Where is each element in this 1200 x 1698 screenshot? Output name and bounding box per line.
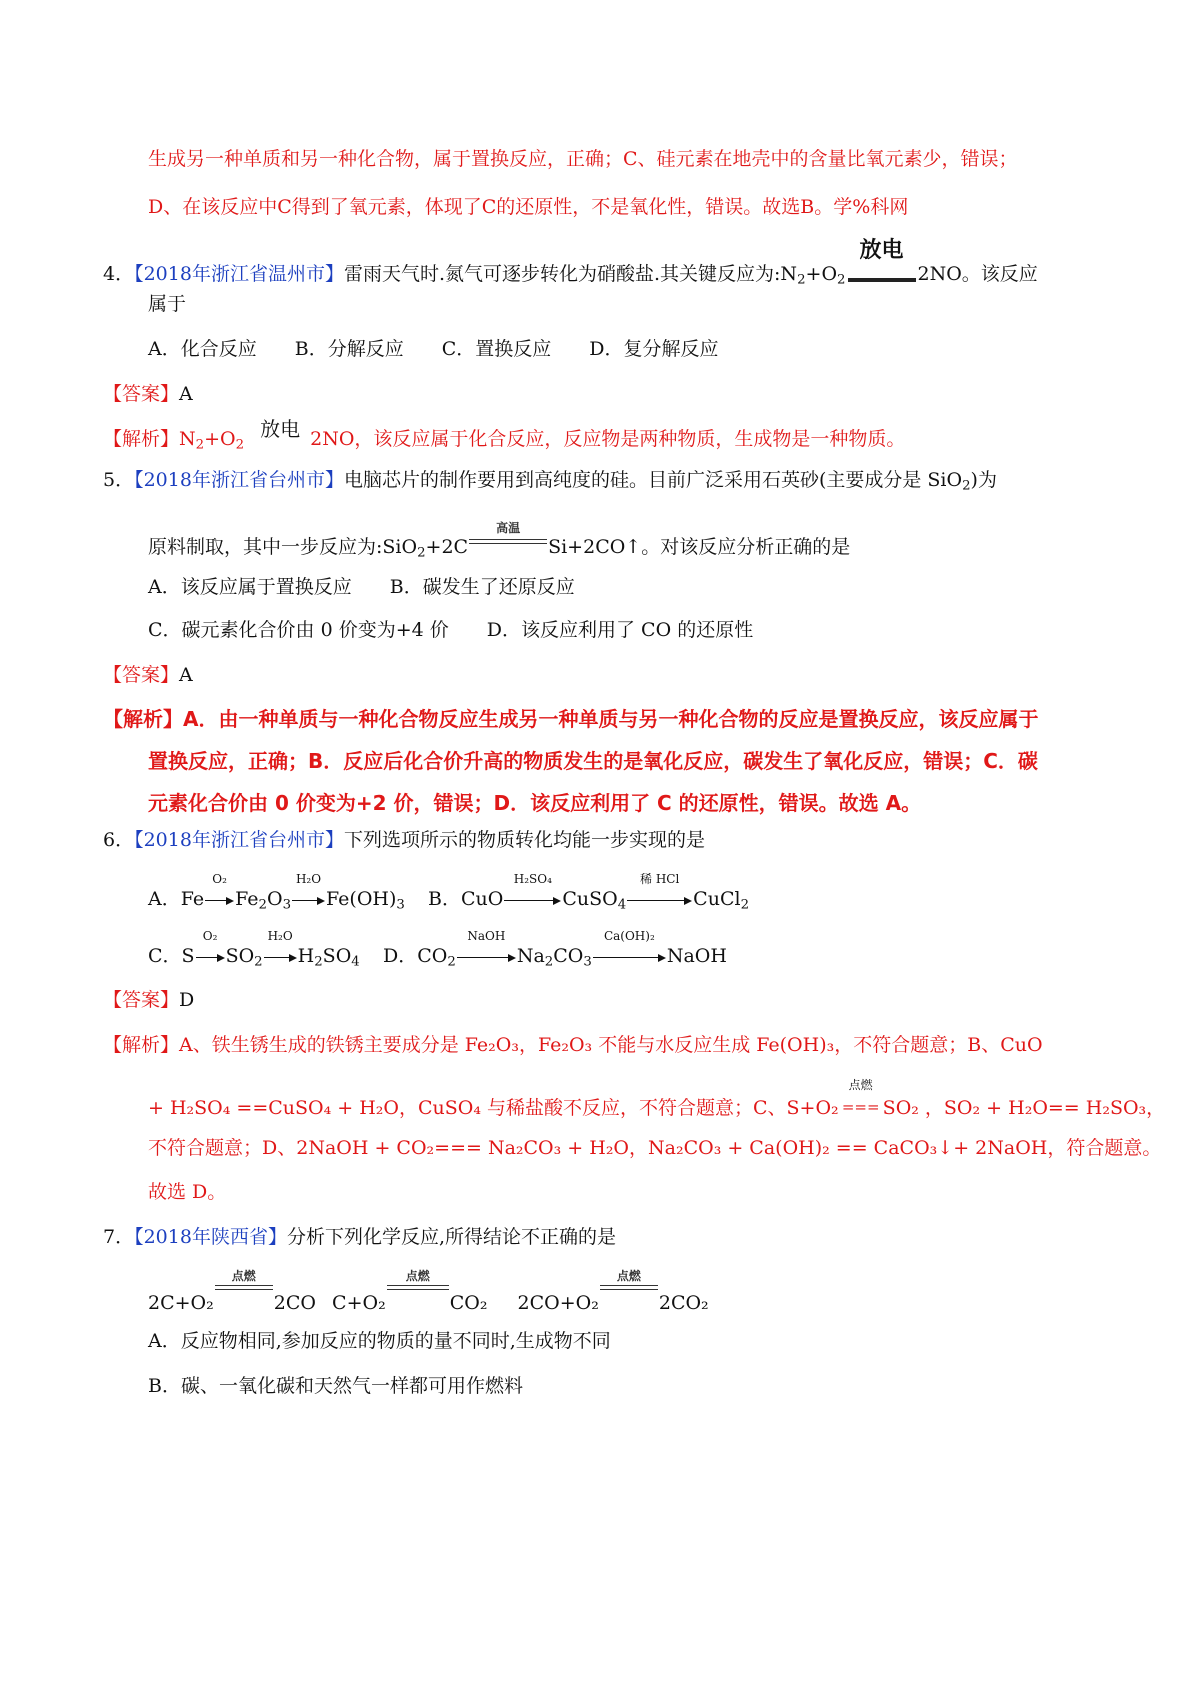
question-6-analysis-line1: 【解析】A、铁生锈生成的铁锈主要成分是 Fe₂O₃，Fe₂O₃ 不能与水反应生成 Fe(OH)₃，不符合题意；B、CuO (103, 1034, 1043, 1056)
option-b: B．分解反应 (294, 338, 404, 360)
reaction-condition: 点燃 (387, 1293, 449, 1315)
answer-value: A (179, 664, 193, 686)
solution-line-2: D、在该反应中C得到了氧元素，体现了C的还原性，不是氧化性，错误。故选B。学%科网 (148, 196, 909, 218)
solution-line-1: 生成另一种单质和另一种化合物，属于置换反应，正确；C、硅元素在地壳中的含量比氧元素少，错误； (148, 148, 1018, 170)
reaction-arrow: O₂ (196, 946, 225, 969)
option-d: D．该反应利用了 CO 的还原性 (486, 619, 754, 641)
question-5-options-row2 (148, 619, 753, 642)
question-text: 电脑芯片的制作要用到高纯度的硅。目前广泛采用石英砂(主要成分是 SiO (343, 469, 963, 491)
reaction-arrow: H₂O (264, 946, 297, 969)
option-c: C．碳元素化合价由 0 价变为+4 价 (148, 619, 449, 641)
question-4-options (148, 338, 718, 361)
analysis-condition: 放电 (260, 416, 301, 441)
question-text: 下列选项所示的物质转化均能一步实现的是 (343, 829, 705, 851)
reaction-3-right: 2CO₂ (658, 1292, 709, 1314)
question-6-analysis-line2: + H₂SO₄ ==CuSO₄ + H₂O，CuSO₄ 与稀盐酸不反应，不符合题意；C、S+O₂ 点燃 === SO₂ ，SO₂ + H₂O== H₂SO₃， (148, 1077, 1166, 1119)
question-6-option-a: A．Fe O₂ $Fe_2O_3$ H₂O $Fe(OH)_3$ (148, 871, 405, 913)
answer-label: 【答案】 (103, 664, 180, 686)
question-number: 5． (103, 469, 135, 491)
question-5-answer (103, 664, 193, 687)
question-5-analysis-line3: 元素化合价由 0 价变为+2 价，错误；D．该反应利用了 C 的还原性，错误。故选 A。 (148, 791, 922, 815)
reaction-1-right: 2CO (273, 1292, 316, 1314)
question-5-analysis-line2: 置换反应，正确；B．反应后化合价升高的物质发生的是氧化反应，碳发生了氧化反应，错误；C．碳 (148, 749, 1038, 773)
answer-label: 【答案】 (103, 989, 180, 1011)
answer-label: 【答案】 (103, 383, 180, 405)
reaction-arrow: H₂O (292, 889, 325, 912)
question-number: 6． (103, 829, 135, 851)
reaction-arrow: 稀 HCl (627, 889, 692, 912)
reaction-3-left: 2CO+O₂ (517, 1292, 599, 1314)
reaction-1-left: 2C+O₂ (148, 1292, 214, 1314)
question-7-stem (103, 1226, 616, 1249)
question-text-tail: 2NO。该反应 (917, 263, 1038, 285)
question-source: 【2018年浙江省台州市】 (134, 829, 344, 851)
reaction-arrow: H₂SO₄ (504, 889, 561, 912)
question-6-stem (103, 829, 705, 852)
reaction-condition: 放电 (848, 264, 916, 286)
question-4-stem-line2: 属于 (148, 293, 187, 315)
question-5-options-row1 (148, 576, 575, 599)
answer-value: A (179, 383, 193, 405)
question-text: 分析下列化学反应,所得结论不正确的是 (286, 1226, 616, 1248)
question-4-stem: 4．【2018年浙江省温州市】雷雨天气时.氮气可逐步转化为硝酸盐.其关键反应为$:N_2+O_2$ 放电 2NO。该反应 (103, 237, 1038, 288)
answer-value: D (179, 989, 195, 1011)
reaction-condition: 高温 (469, 537, 547, 559)
question-4-answer (103, 383, 193, 406)
reaction-condition: 点燃 (600, 1293, 658, 1315)
question-5-analysis-line1: 【解析】A．由一种单质与一种化合物反应生成另一种单质与另一种化合物的反应是置换反应，该反应属于 (103, 707, 1039, 731)
question-source: 【2018年陕西省】 (134, 1226, 287, 1248)
analysis-label: 【解析】 (103, 428, 180, 450)
option-d: D．复分解反应 (589, 338, 719, 360)
analysis-label: 【解析】 (103, 1034, 180, 1056)
question-7-reactions (148, 1268, 709, 1315)
question-source: 【2018年浙江省台州市】 (134, 469, 344, 491)
option-a: A．该反应属于置换反应 (148, 576, 352, 598)
question-source: 【2018年浙江省温州市】 (134, 263, 344, 285)
question-5-stem-line2: 原料制取，其中一步反应为:SiO$_2$+2C 高温 Si+2CO↑。对该反应分析正确的是 (148, 520, 851, 561)
question-6-answer (103, 989, 194, 1012)
question-6-option-c: C．S O₂ $SO_2$ H₂O $H_2SO_4$ (148, 928, 360, 970)
option-a: A．化合反应 (148, 338, 257, 360)
analysis-text: 2NO，该反应属于化合反应，反应物是两种物质，生成物是一种物质。 (310, 428, 906, 450)
question-6-analysis-line4: 故选 D。 (148, 1181, 227, 1203)
reaction-condition: 点燃 (215, 1293, 273, 1315)
question-number: 7． (103, 1226, 135, 1248)
reaction-arrow: NaOH (457, 946, 516, 969)
question-7-option-b: B．碳、一氧化碳和天然气一样都可用作燃料 (148, 1375, 523, 1397)
question-number: 4． (103, 263, 135, 285)
analysis-label: 【解析】 (103, 707, 183, 731)
question-6-option-b: B．CuO H₂SO₄ CuSO$_4$ 稀 HCl CuCl$_2$ (428, 871, 750, 913)
analysis-condition: 点燃 === (841, 1077, 880, 1116)
reaction-arrow: Ca(OH)₂ (593, 946, 666, 969)
option-c: C．置换反应 (441, 338, 552, 360)
question-5-stem: 5．【2018年浙江省台州市】电脑芯片的制作要用到高纯度的硅。目前广泛采用石英砂(主要成分是 SiO$_2$)为 (103, 469, 997, 494)
question-4-analysis: 【解析】$N_2+O_2$ 放电 2NO，该反应属于化合反应，反应物是两种物质，生成物是一种物质。 (103, 416, 906, 453)
question-text: 雷雨天气时.氮气可逐步转化为硝酸盐.其关键反应为:N (343, 263, 798, 285)
reaction-arrow: O₂ (205, 889, 234, 912)
reaction-2-left: C+O₂ (332, 1292, 386, 1314)
option-b: B．碳发生了还原反应 (389, 576, 575, 598)
reaction-2-right: CO₂ (449, 1292, 488, 1314)
question-6-analysis-line3: 不符合题意；D、2NaOH + CO₂=== Na₂CO₃ + H₂O，Na₂CO₃ + Ca(OH)₂ == CaCO₃↓+ 2NaOH，符合题意。 (148, 1137, 1162, 1159)
question-6-option-d: D．$CO_2$ NaOH $Na_2CO_3$ Ca(OH)₂ NaOH (383, 928, 727, 970)
question-7-option-a: A．反应物相同,参加反应的物质的量不同时,生成物不同 (148, 1330, 611, 1352)
